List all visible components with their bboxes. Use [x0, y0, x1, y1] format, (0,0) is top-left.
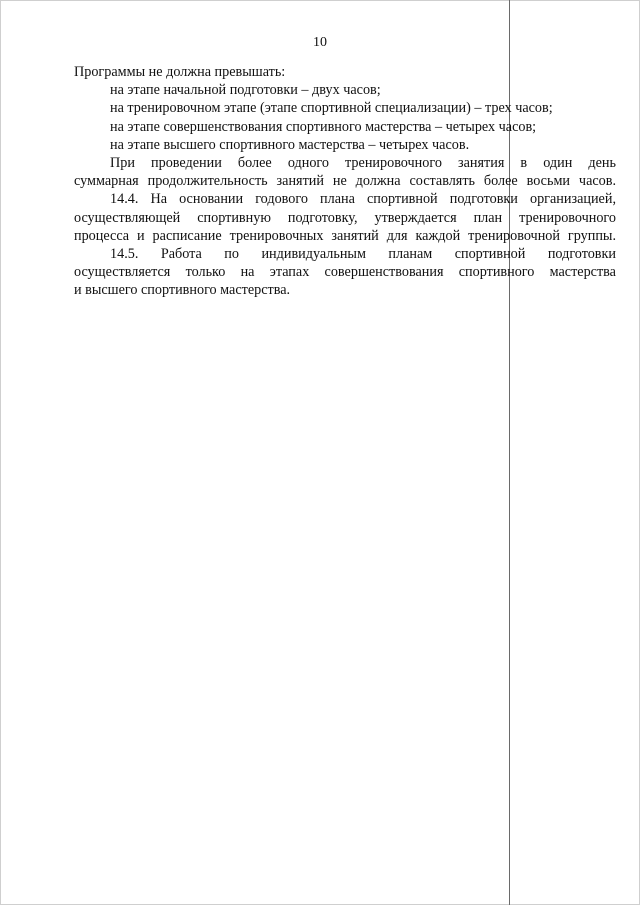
text-line: и высшего спортивного мастерства. — [74, 282, 291, 299]
paragraph-first-line: При проведении более одного тренировочного занятия в один день — [110, 154, 616, 171]
paragraph-first-line: 14.4. На основании годового плана спортивной подготовки организацией, — [110, 191, 616, 208]
text-line: осуществляющей спортивную подготовку, утверждается план тренировочного — [74, 209, 616, 226]
paragraph-first-line: 14.5. Работа по индивидуальным планам спортивной подготовки — [110, 245, 616, 262]
text-line: на этапе начальной подготовки – двух часов; — [110, 82, 381, 99]
text-line: на этапе совершенствования спортивного мастерства – четырех часов; — [110, 118, 537, 135]
page-number: 10 — [313, 35, 327, 50]
text-line: осуществляется только на этапах совершенствования спортивного мастерства — [74, 264, 616, 281]
text-line: суммарная продолжительность занятий не должна составлять более восьми часов. — [74, 173, 616, 190]
text-line: на тренировочном этапе (этапе спортивной специализации) – трех часов; — [110, 100, 553, 117]
text-line: на этапе высшего спортивного мастерства – четырех часов. — [110, 136, 470, 153]
text-line: процесса и расписание тренировочных занятий для каждой тренировочной группы. — [74, 227, 616, 244]
text-line: Программы не должна превышать: — [74, 64, 286, 80]
document-body — [74, 63, 616, 299]
